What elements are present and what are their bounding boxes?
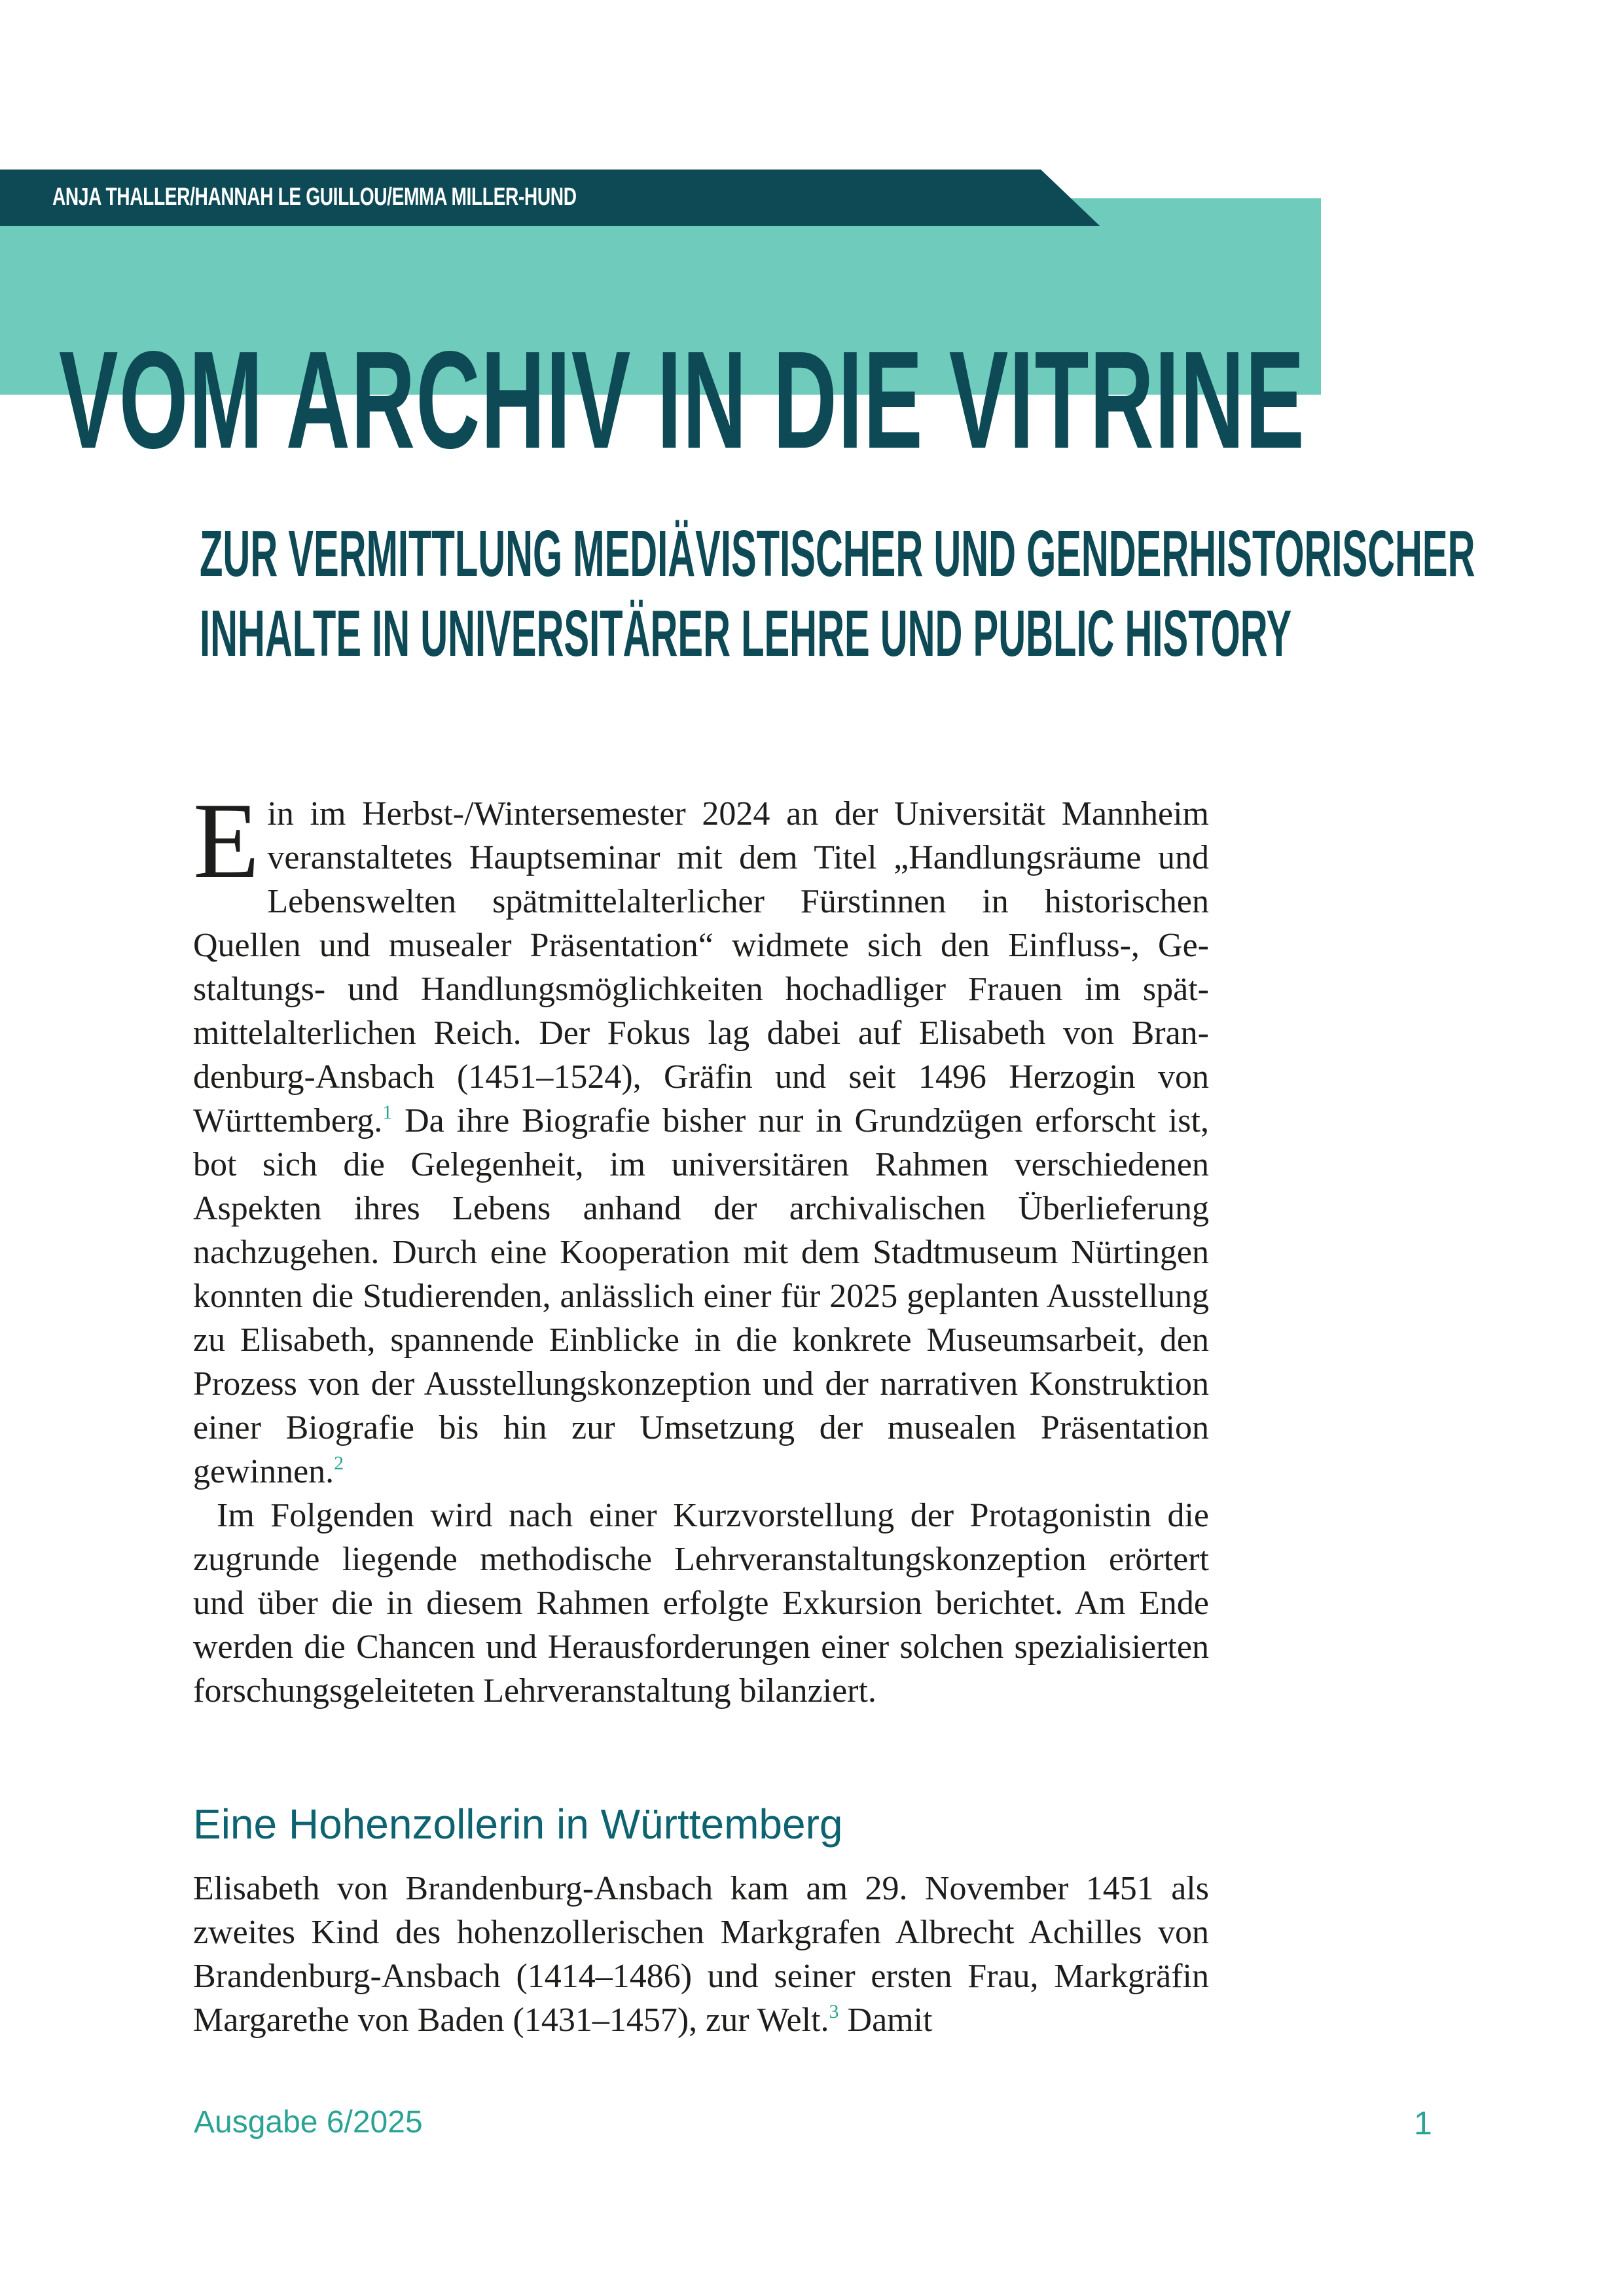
section-paragraph-text-a: Elisabeth von Brandenburg-Ansbach kam am 29. November 1451 als zweites Kind des hohenzollerischen Markgrafen Albrecht Achilles von Brandenburg-Ansbach (1414–1486) und seiner ersten Frau, Markgräfin Margarethe von Baden (1431–1457), zur Welt. — [193, 1870, 1209, 2039]
authors-line: ANJA THALLER/HANNAH LE GUILLOU/EMMA MILLER-HUND — [52, 183, 577, 211]
section-paragraph-text-b: Damit — [839, 2001, 933, 2039]
article-subtitle-line-1: ZUR VERMITTLUNG MEDIÄVISTISCHER UND GENDERHISTORISCHER — [200, 517, 1475, 590]
footnote-ref-2[interactable]: 2 — [334, 1452, 344, 1474]
footnote-ref-3[interactable]: 3 — [829, 2001, 839, 2022]
intro-paragraph-2: Im Folgenden wird nach einer Kurzvorstellung der Protagonistin die zugrunde liegende methodische Lehrveranstaltungskonzeption erörtert und über die in diesem Rahmen erfolgte Exkursion berichtet. Am Ende werden die Chancen und Herausforderungen einer solchen spezialisierten forschungsgeleiteten Lehrveranstaltung bilanziert. — [193, 1497, 1209, 1710]
dropcap: E — [193, 780, 260, 901]
section-heading: Eine Hohenzollerin in Württemberg — [193, 1801, 843, 1848]
article-title: VOM ARCHIV IN DIE VITRINE — [59, 322, 1306, 477]
footer-issue: Ausgabe 6/2025 — [194, 2105, 423, 2140]
intro-paragraph-1 — [193, 780, 1209, 1494]
footnote-ref-1[interactable]: 1 — [382, 1102, 393, 1123]
intro-body — [193, 780, 1209, 1713]
section-paragraph — [193, 1867, 1209, 2042]
intro-paragraph-1-text-b: Da ihre Biografie bisher nur in Grundzügen erforscht ist, bot sich die Gelegenheit, im universitären Rahmen verschiedenen Aspekten ihres Lebens anhand der archivalischen Überlieferung nachzugehen. Durch eine Kooperation mit dem Stadtmuseum Nürtingen konnten die Studierenden, anlässlich einer für 2025 geplanten Ausstellung zu Elisabeth, spannende Einblicke in die konkrete Museumsarbeit, den Prozess von der Ausstellungskonzeption und der narrativen Konstruktion einer Biografie bis hin zur Umsetzung der musealen Präsentation gewinnen. — [193, 1102, 1209, 1490]
article-subtitle-line-2: INHALTE IN UNIVERSITÄRER LEHRE UND PUBLIC HISTORY — [200, 597, 1292, 670]
intro-paragraph-1-text-a: in im Herbst-/Wintersemester 2024 an der Universität Mannheim veranstaltetes Hauptseminar mit dem Titel „Handlungsräume und Lebenswelten spätmittelalterlicher Fürstinnen in historischen Quellen und musealer Präsentation“ widmete sich den Einfluss-, Gestaltungs- und Handlungsmöglichkeiten hochadliger Frauen im spätmittelalterlichen Reich. Der Fokus lag dabei auf Elisabeth von Brandenburg-Ansbach (1451–1524), Gräfin und seit 1496 Herzogin von Württemberg. — [193, 795, 1209, 1139]
page-number: 1 — [1414, 2105, 1432, 2142]
